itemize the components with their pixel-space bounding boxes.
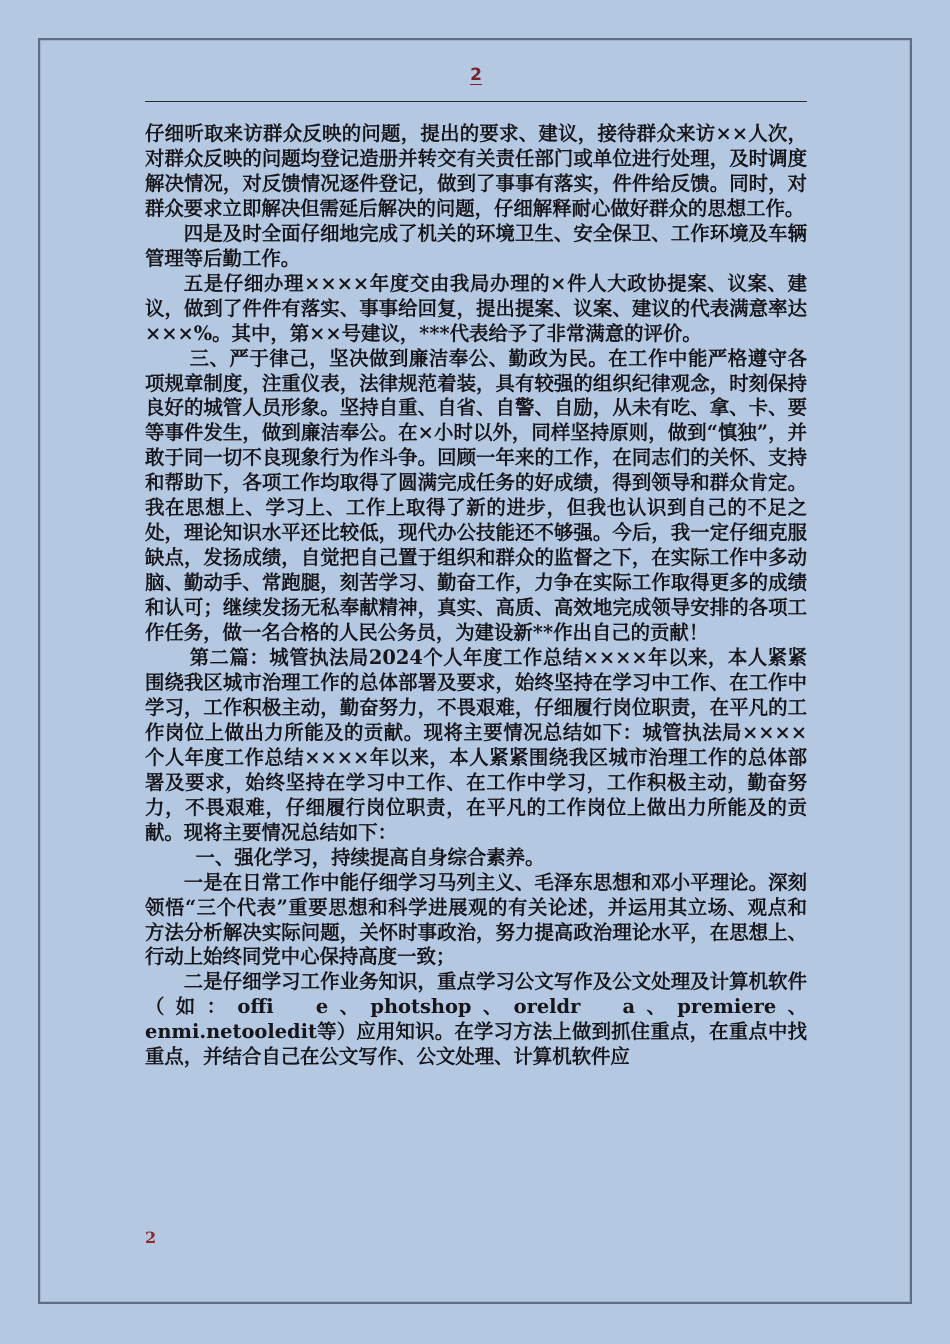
header-divider	[145, 101, 807, 102]
paragraph-logistics: 四是及时全面仔细地完成了机关的环境卫生、安全保卫、工作环境及车辆管理等后勤工作。	[145, 221, 807, 270]
paragraph-business-study: 二是仔细学习工作业务知识，重点学习公文写作及公文处理及计算机软件（如：offi e、photshop、oreldr a、premiere、enmi.netooledit等）应用知识。在学习方法上做到抓住重点，在重点中找重点，并结合自己在公文写作、公文处理、计算机软件应	[145, 970, 807, 1069]
paragraph-second-article: 第二篇：城管执法局2024个人年度工作总结××××年以来，本人紧紧围绕我区城市治理工作的总体部署及要求，始终坚持在学习中工作、在工作中学习，工作积极主动，勤奋努力，不畏艰难，仔细履行岗位职责，在平凡的工作岗位上做出力所能及的贡献。现将主要情况总结如下：城管执法局××××个人年度工作总结××××年以来，本人紧紧围绕我区城市治理工作的总体部署及要求，始终坚持在学习中工作、在工作中学习，工作积极主动，勤奋努力，不畏艰难，仔细履行岗位职责，在平凡的工作岗位上做出力所能及的贡献。现将主要情况总结如下：	[145, 646, 807, 844]
paragraph-integrity: 三、严于律己，坚决做到廉洁奉公、勤政为民。在工作中能严格遵守各项规章制度，注重仪表，法律规范着装，具有较强的组织纪律观念，时刻保持良好的城管人员形象。坚持自重、自省、自警、自励，从未有吃、拿、卡、要等事件发生，做到廉洁奉公。在×小时以外，同样坚持原则，做到“慎独”，并敢于同一切不良现象行为作斗争。回顾一年来的工作，在同志们的关怀、支持和帮助下，各项工作均取得了圆满完成任务的好成绩，得到领导和群众肯定。我在思想上、学习上、工作上取得了新的进步，但我也认识到自己的不足之处，理论知识水平还比较低，现代办公技能还不够强。今后，我一定仔细克服缺点，发扬成绩，自觉把自己置于组织和群众的监督之下，在实际工作中多动脑、勤动手、常跑腿，刻苦学习、勤奋工作，力争在实际工作取得更多的成绩和认可；继续发扬无私奉献精神，真实、高质、高效地完成领导安排的各项工作任务，做一名合格的人民公务员，为建设新**作出自己的贡献！	[145, 346, 807, 645]
section-heading-study: 一、强化学习，持续提高自身综合素养。	[195, 845, 545, 869]
header-page-number: 2	[470, 65, 482, 85]
paragraph-theory-study: 一是在日常工作中能仔细学习马列主义、毛泽东思想和邓小平理论。深刻领悟“三个代表”重要思想和科学进展观的有关论述，并运用其立场、观点和方法分析解决实际问题，关怀时事政治，努力提高政治理论水平，在思想上、行动上始终同党中心保持高度一致；	[145, 870, 807, 969]
paragraph-visitors: 仔细听取来访群众反映的问题，提出的要求、建议，接待群众来访××人次，对群众反映的问题均登记造册并转交有关责任部门或单位进行处理，及时调度解决情况，对反馈情况逐件登记，做到了事事有落实，件件给反馈。同时，对群众要求立即解决但需延后解决的问题，仔细解释耐心做好群众的思想工作。	[145, 122, 807, 220]
document-body	[145, 122, 807, 1070]
footer-page-number: 2	[145, 1228, 157, 1247]
paragraph-proposals: 五是仔细办理××××年度交由我局办理的×件人大政协提案、议案、建议，做到了件件有落实、事事给回复，提出提案、议案、建议的代表满意率达×××%。其中，第××号建议，***代表给予了非常满意的评价。	[145, 271, 807, 345]
